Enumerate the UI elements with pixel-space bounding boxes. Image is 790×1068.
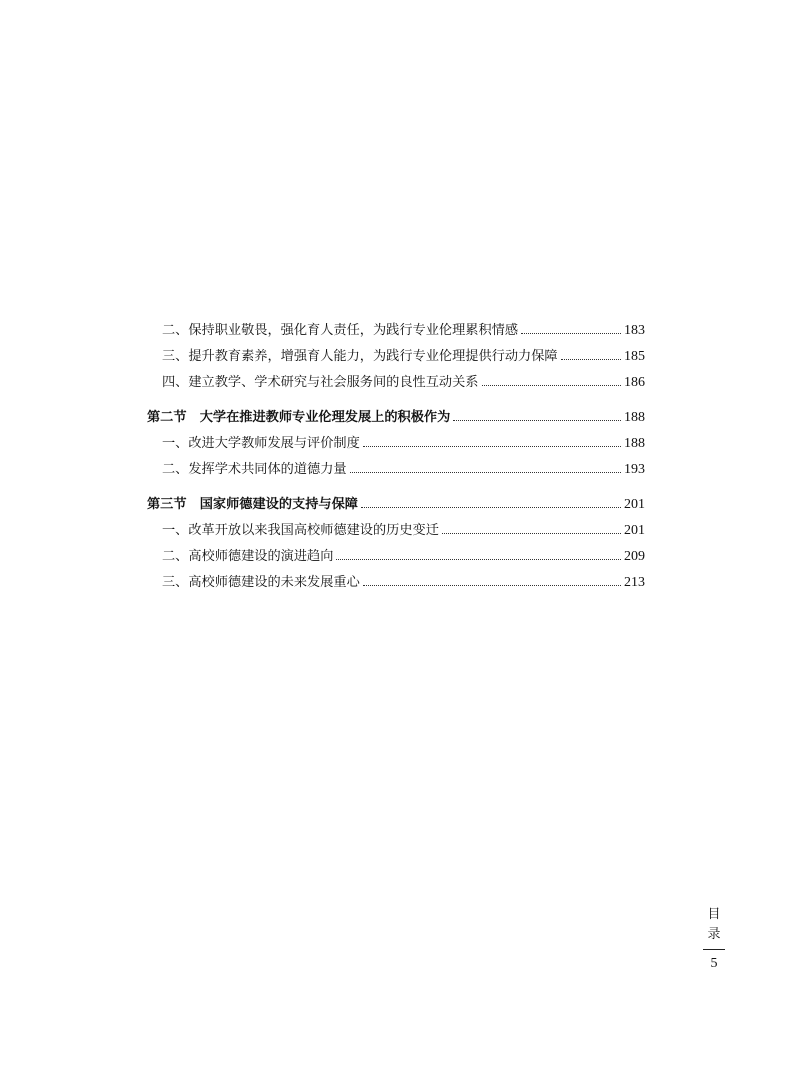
dot-leader [521,333,621,334]
dot-leader [561,359,621,360]
section-title: 第三节 国家师德建设的支持与保障 [147,497,358,512]
page-number: 5 [710,956,718,971]
toc-entry-title: 三、高校师德建设的未来发展重心 [162,575,360,590]
toc-section-heading[interactable] [147,492,645,518]
table-of-contents [147,318,645,596]
toc-entry-page: 201 [624,523,645,538]
section-title: 第二节 大学在推进教师专业伦理发展上的积极作为 [147,410,451,425]
toc-entry-page: 183 [624,323,645,338]
toc-entry[interactable] [147,431,645,457]
toc-entry-title: 三、提升教育素养，增强育人能力，为践行专业伦理提供行动力保障 [162,349,558,364]
running-head-rule [703,949,725,950]
running-head-char: 目 [707,907,721,922]
toc-entry-page: 213 [624,575,645,590]
dot-leader [363,446,621,447]
toc-entry-title: 二、发挥学术共同体的道德力量 [162,462,347,477]
toc-entry-page: 188 [624,436,645,451]
section-page: 188 [624,410,645,425]
running-head-char: 录 [707,927,721,942]
toc-entry-title: 四、建立教学、学术研究与社会服务间的良性互动关系 [162,375,479,390]
dot-leader [363,585,621,586]
dot-leader [361,507,621,508]
toc-entry[interactable] [147,570,645,596]
toc-entry-title: 二、保持职业敬畏，强化育人责任，为践行专业伦理累积情感 [162,323,519,338]
toc-section-heading[interactable] [147,405,645,431]
toc-entry-page: 186 [624,375,645,390]
toc-entry[interactable] [147,457,645,483]
toc-entry-title: 二、高校师德建设的演进趋向 [162,549,334,564]
section-page: 201 [624,497,645,512]
toc-entry[interactable] [147,370,645,396]
toc-entry-page: 185 [624,349,645,364]
toc-entry[interactable] [147,544,645,570]
dot-leader [482,385,622,386]
toc-entry[interactable] [147,344,645,370]
dot-leader [336,559,621,560]
dot-leader [350,472,621,473]
dot-leader [442,533,621,534]
toc-entry-page: 193 [624,462,645,477]
toc-entry-title: 一、改进大学教师发展与评价制度 [162,436,360,451]
dot-leader [453,420,621,421]
running-head [696,905,732,972]
toc-entry-title: 一、改革开放以来我国高校师德建设的历史变迁 [162,523,439,538]
toc-entry[interactable] [147,518,645,544]
toc-entry-page: 209 [624,549,645,564]
toc-entry[interactable] [147,318,645,344]
